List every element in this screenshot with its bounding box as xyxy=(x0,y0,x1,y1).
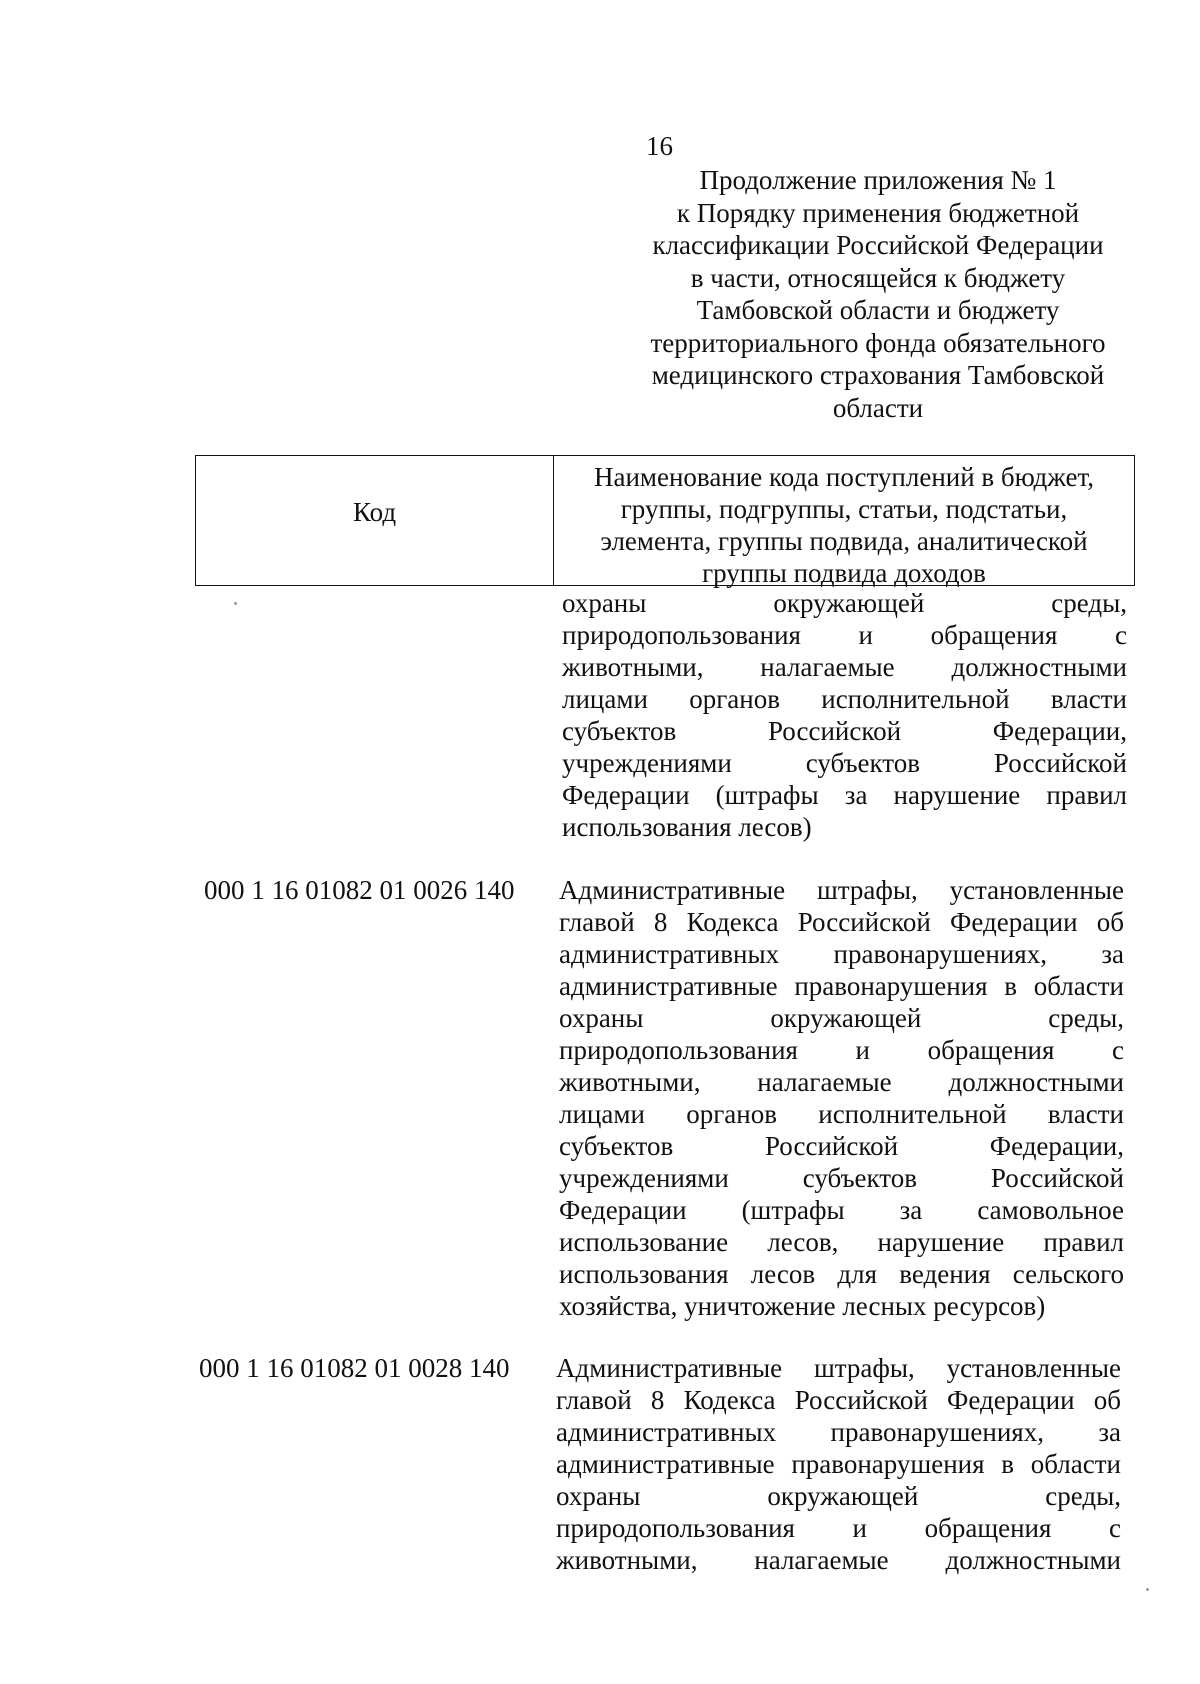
row-description xyxy=(556,1352,1121,1576)
text-line: субъектов Российской Федерации, xyxy=(562,716,1127,746)
header-name-line: элемента, группы подвида, аналитической xyxy=(600,526,1088,556)
text-line: использование лесов, нарушение правил xyxy=(559,1227,1124,1257)
text-line: административные правонарушения в области xyxy=(556,1449,1121,1479)
appendix-note-line: Тамбовской области и бюджету xyxy=(696,295,1060,325)
row-code: 000 1 16 01082 01 0028 140 xyxy=(199,1353,510,1383)
appendix-note-line: области xyxy=(832,392,924,423)
header-name-cell xyxy=(554,461,1134,589)
text-line: использования лесов) xyxy=(562,812,812,842)
appendix-note-line: Продолжение приложения № 1 xyxy=(699,165,1057,195)
text-line: субъектов Российской Федерации, xyxy=(559,1131,1124,1161)
text-line: учреждениями субъектов Российской xyxy=(562,748,1127,778)
appendix-note-line: территориального фонда обязательного xyxy=(650,327,1106,358)
text-line: охраны окружающей среды, xyxy=(559,1003,1124,1033)
text-line: главой 8 Кодекса Российской Федерации об xyxy=(556,1385,1121,1415)
appendix-note-line: в части, относящейся к бюджету xyxy=(690,262,1066,293)
table-header xyxy=(195,455,1135,586)
scan-speck xyxy=(234,602,237,605)
header-name-line: группы, подгруппы, статьи, подстатьи, xyxy=(620,494,1068,524)
text-line: Административные штрафы, установленные xyxy=(556,1353,1121,1383)
text-line: природопользования и обращения с xyxy=(562,620,1127,650)
continuation-text xyxy=(562,587,1127,843)
text-line: природопользования и обращения с xyxy=(559,1035,1124,1065)
text-line: административных правонарушениях, за xyxy=(556,1417,1121,1447)
text-line: учреждениями субъектов Российской xyxy=(559,1163,1124,1193)
text-line: лицами органов исполнительной власти xyxy=(559,1099,1124,1129)
text-line: хозяйства, уничтожение лесных ресурсов) xyxy=(559,1291,1046,1321)
text-line: охраны окружающей среды, xyxy=(562,588,1127,618)
header-code-cell: Код xyxy=(352,497,397,527)
row-description xyxy=(559,874,1124,1322)
header-name-line: Наименование кода поступлений в бюджет, xyxy=(593,462,1095,492)
header-name-line: группы подвида доходов xyxy=(702,558,986,588)
scan-speck xyxy=(1146,1588,1149,1591)
appendix-note-line: к Порядку применения бюджетной xyxy=(676,197,1080,228)
appendix-note-line: классификации Российской Федерации xyxy=(652,230,1104,260)
appendix-note-line: медицинского страхования Тамбовской xyxy=(651,360,1105,390)
text-line: лицами органов исполнительной власти xyxy=(562,684,1127,714)
text-line: использования лесов для ведения сельского xyxy=(559,1259,1124,1289)
text-line: животными, налагаемые должностными xyxy=(556,1545,1121,1575)
text-line: Федерации (штрафы за самовольное xyxy=(559,1195,1124,1225)
text-line: животными, налагаемые должностными xyxy=(559,1067,1124,1097)
text-line: охраны окружающей среды, xyxy=(556,1481,1121,1511)
text-line: Федерации (штрафы за нарушение правил xyxy=(562,780,1127,810)
text-line: животными, налагаемые должностными xyxy=(562,652,1127,682)
text-line: административных правонарушениях, за xyxy=(559,939,1124,969)
text-line: Административные штрафы, установленные xyxy=(559,875,1124,905)
row-code: 000 1 16 01082 01 0026 140 xyxy=(204,875,515,905)
text-line: главой 8 Кодекса Российской Федерации об xyxy=(559,907,1124,937)
text-line: административные правонарушения в области xyxy=(559,971,1124,1001)
text-line: природопользования и обращения с xyxy=(556,1513,1121,1543)
appendix-note xyxy=(628,164,1128,424)
page-number: 16 xyxy=(646,131,673,161)
